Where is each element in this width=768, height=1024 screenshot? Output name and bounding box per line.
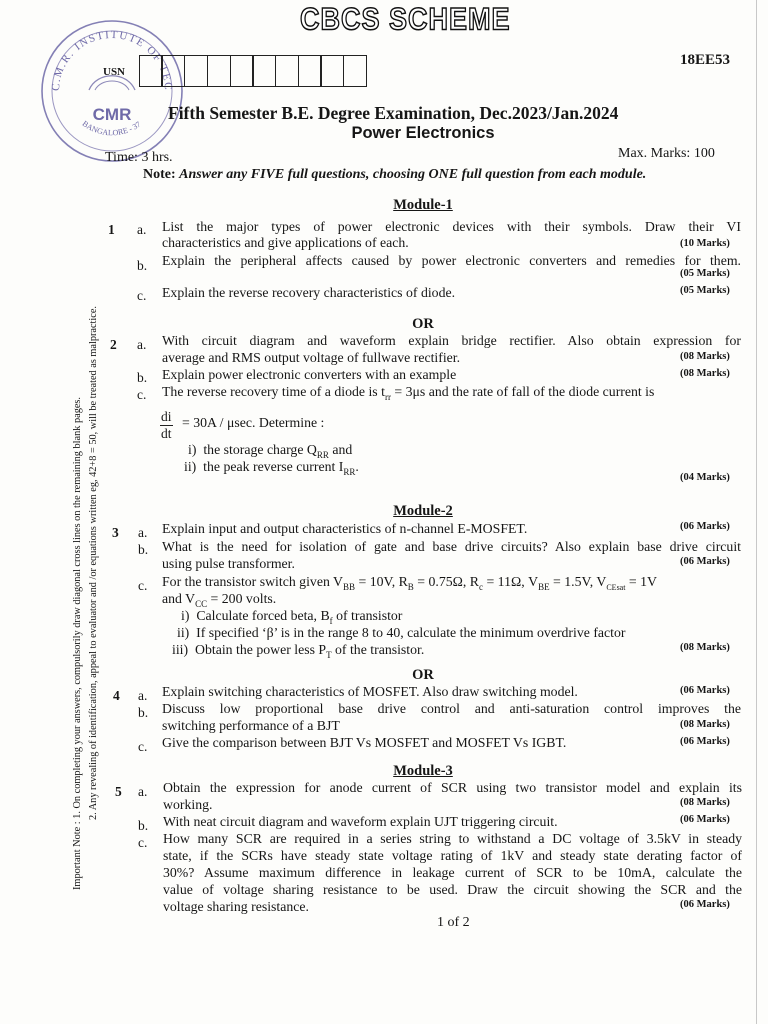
text-fragment: = 0.75Ω, R [413, 574, 479, 589]
part-label: b. [137, 258, 148, 273]
sub-part-label: iii) [172, 642, 189, 657]
question-text: Explain input and output characteristics of n-channel E-MOSFET. [162, 521, 528, 536]
part-label: a. [137, 222, 147, 237]
subscript: BE [538, 581, 550, 592]
text-fragment: Calculate forced beta, B [196, 608, 330, 623]
note-label: Note: [143, 167, 176, 182]
subject-title: Power Electronics [351, 124, 495, 142]
question-text: state, if the SCRs have steady state voltage rating of 1kV and steady state derating factor of [163, 848, 742, 863]
question-text: = 30A / μsec. Determine : [182, 415, 325, 430]
subscript: CC [195, 598, 208, 609]
question-text: How many SCR are required in a series string to withstand a DC voltage of 3.5kV in steady [163, 831, 742, 846]
subscript: rr [384, 391, 391, 402]
text-fragment: of the transistor. [331, 642, 425, 657]
question-text: switching performance of a BJT [162, 718, 340, 733]
seal-text-bottom: BANGALORE - 37 [80, 118, 143, 138]
part-label: c. [137, 387, 147, 402]
page-number: 1 of 2 [437, 915, 470, 930]
question-text: Explain the reverse recovery characteristics of diode. [162, 285, 456, 300]
text-fragment: the peak reverse current I [203, 459, 344, 474]
module-3-heading: Module-3 [393, 763, 453, 779]
part-label: a. [138, 784, 148, 799]
text-fragment: = 3μs and the rate of fall of the diode current is [390, 384, 655, 399]
sub-part [172, 642, 424, 663]
subscript: c [479, 581, 483, 592]
text-fragment: . [355, 459, 359, 474]
question-text: Obtain the expression for anode current of SCR using two transistor model and explain its [163, 780, 742, 795]
fraction-numerator: di [161, 409, 172, 424]
part-label: c. [138, 835, 148, 850]
part-label: b. [138, 705, 149, 720]
course-code: 18EE53 [680, 52, 731, 68]
question-text: Discuss low proportional base drive control and anti-saturation control improves the [162, 701, 741, 716]
part-label: c. [137, 288, 147, 303]
institution-seal [37, 16, 187, 171]
question-text: Explain the peripheral affects caused by power electronic converters and remedies for them. [162, 253, 741, 268]
marks-label: (08 Marks) [680, 642, 730, 653]
part-label: a. [137, 337, 147, 352]
text-fragment: = 1V [625, 574, 657, 589]
text-fragment: For the transistor switch given V [162, 574, 344, 589]
usn-box-row [140, 55, 367, 87]
sub-part-label: i) [188, 442, 197, 457]
text-fragment: The reverse recovery time of a diode is t [162, 384, 385, 399]
side-important-note [70, 306, 102, 890]
text-fragment: and V [162, 591, 196, 606]
question-number: 5 [115, 784, 122, 799]
part-label: a. [138, 688, 148, 703]
text-fragment: = 1.5V, V [549, 574, 607, 589]
side-note-line1: Important Note : 1. On completing your answers, compulsorily draw diagonal cross lines on the remaining blank pages. [72, 397, 83, 890]
text-fragment: and [328, 442, 353, 457]
question-text: With neat circuit diagram and waveform explain UJT triggering circuit. [163, 814, 558, 829]
part-label: b. [138, 818, 149, 833]
question-number: 2 [110, 337, 117, 352]
question-text: average and RMS output voltage of fullwave rectifier. [162, 350, 461, 365]
part-label: b. [138, 542, 149, 557]
question-number: 3 [112, 525, 119, 540]
side-note-line2: 2. Any revealing of identification, appeal to evaluator and /or equations written eg, 42+8 = 50, will be treated as malpractice. [88, 306, 99, 820]
part-label: c. [138, 578, 148, 593]
subscript: CEsat [606, 582, 626, 592]
usn-box [230, 55, 254, 87]
marks-label: (08 Marks) [680, 368, 730, 379]
text-fragment: = 10V, R [355, 574, 408, 589]
marks-label: (10 Marks) [680, 238, 730, 249]
question-text: value of voltage sharing resistance to be used. Draw the circuit showing the SCR and the [163, 882, 742, 897]
module-2-heading: Module-2 [393, 503, 453, 519]
text-fragment: of transistor [332, 608, 403, 623]
usn-box [298, 55, 322, 87]
marks-label: (06 Marks) [680, 736, 730, 747]
question-text: List the major types of power electronic devices with their symbols. Draw their VI [162, 219, 741, 234]
or-separator: OR [412, 316, 434, 332]
question-text: 30%? Assume maximum difference in leakage current of SCR to be 10mA, calculate the [163, 865, 742, 880]
note-text: Answer any FIVE full questions, choosing ONE full question from each module. [179, 167, 647, 182]
question-text: Explain switching characteristics of MOSFET. Also draw switching model. [162, 684, 578, 699]
marks-label: (06 Marks) [680, 556, 730, 567]
exam-title: Fifth Semester B.E. Degree Examination, Dec.2023/Jan.2024 [168, 103, 619, 123]
time-allowed: Time: 3 hrs. [105, 150, 173, 165]
module-1-heading: Module-1 [393, 197, 453, 213]
usn-label: USN [103, 66, 126, 78]
usn-box [161, 55, 185, 87]
usn-box [139, 55, 163, 87]
marks-label: (05 Marks) [680, 285, 730, 296]
sub-part-label: ii) [184, 459, 197, 474]
usn-box [343, 55, 367, 87]
or-separator: OR [412, 667, 434, 683]
subscript: T [326, 649, 332, 660]
part-label: a. [138, 525, 148, 540]
usn-box [207, 55, 231, 87]
fraction-di-dt [160, 409, 173, 442]
marks-label: (06 Marks) [680, 521, 730, 532]
seal-text-center: CMR [92, 105, 132, 124]
part-label: c. [138, 739, 148, 754]
question-number: 4 [113, 688, 120, 703]
question-number: 1 [108, 222, 115, 237]
part-label: b. [137, 370, 148, 385]
question-text: working. [163, 797, 213, 812]
subscript: RR [343, 466, 356, 477]
question-text [162, 384, 741, 405]
marks-label: (06 Marks) [680, 814, 730, 825]
seal-text-top: C.M.R. INSTITUTE OF TEC [49, 28, 175, 92]
scheme-banner: CBCS SCHEME [300, 1, 511, 37]
text-fragment: If specified ‘β’ is in the range 8 to 40, calculate the minimum overdrive factor [196, 625, 626, 640]
question-text: Explain power electronic converters with an example [162, 367, 457, 382]
marks-label: (08 Marks) [680, 797, 730, 808]
marks-label: (08 Marks) [680, 719, 730, 730]
text-fragment: = 200 volts. [207, 591, 277, 606]
question-text: using pulse transformer. [162, 556, 295, 571]
question-text: What is the need for isolation of gate and base drive circuits? Also explain base drive circuit [162, 539, 741, 554]
question-text: With circuit diagram and waveform explain bridge rectifier. Also obtain expression for [162, 333, 741, 348]
text-fragment: Obtain the power less P [195, 642, 327, 657]
sub-part-label: ii) [177, 625, 190, 640]
sub-part [184, 459, 359, 480]
fraction-denominator: dt [161, 426, 172, 441]
usn-box [184, 55, 208, 87]
marks-label: (05 Marks) [680, 268, 730, 279]
sub-part-label: i) [181, 608, 190, 623]
marks-label: (06 Marks) [680, 685, 730, 696]
question-text: Give the comparison between BJT Vs MOSFET and MOSFET Vs IGBT. [162, 735, 567, 750]
question-text: voltage sharing resistance. [163, 899, 309, 914]
question-text: characteristics and give applications of each. [162, 235, 409, 250]
subscript: RR [316, 449, 329, 460]
max-marks: Max. Marks: 100 [618, 146, 715, 161]
marks-label: (08 Marks) [680, 351, 730, 362]
marks-label: (06 Marks) [680, 899, 730, 910]
subscript: B [407, 581, 414, 592]
usn-box [275, 55, 299, 87]
subscript: f [329, 615, 333, 626]
marks-label: (04 Marks) [680, 472, 730, 483]
text-fragment: = 11Ω, V [483, 574, 539, 589]
text-fragment: the storage charge Q [203, 442, 317, 457]
usn-box [320, 55, 344, 87]
subscript: BB [343, 581, 356, 592]
usn-box [252, 55, 276, 87]
sub-part [177, 625, 626, 641]
instructions-note [143, 167, 646, 183]
